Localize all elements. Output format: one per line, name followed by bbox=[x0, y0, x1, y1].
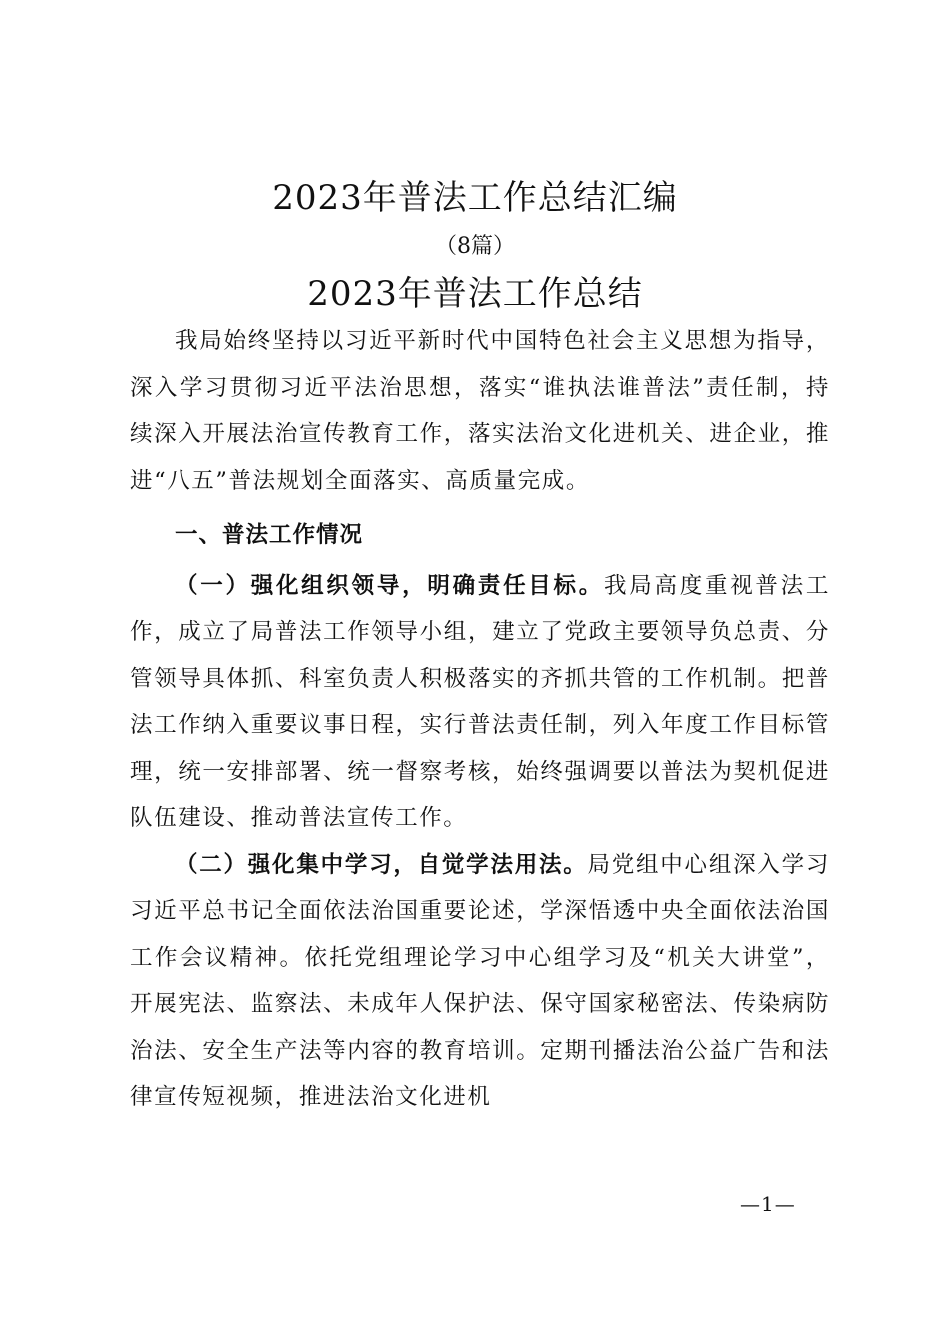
subtitle: （8篇） bbox=[435, 234, 515, 259]
page-number: —1— bbox=[740, 1192, 796, 1216]
main-title: 2023年普法工作总结汇编 bbox=[272, 178, 678, 218]
item-1-paragraph bbox=[130, 563, 830, 842]
item-2-text: 局党组中心组深入学习习近平总书记全面依法治国重要论述，学深悟透中央全面依法治国工作会议精神。依托党组理论学习中心组学习及“机关大讲堂”，开展宪法、监察法、未成年人保护法、保守国家秘密法、传染病防治法、安全生产法等内容的教育培训。定期刊播法治公益广告和法律宣传短视频，推进法治文化进机 bbox=[130, 851, 830, 1110]
item-2-paragraph bbox=[130, 842, 830, 1121]
item-2-lead: （二）强化集中学习，自觉学法用法。 bbox=[175, 851, 588, 878]
article-title: 2023年普法工作总结 bbox=[307, 274, 643, 314]
item-1-text: 我局高度重视普法工作，成立了局普法工作领导小组，建立了党政主要领导负总责、分管领导具体抓、科室负责人积极落实的齐抓共管的工作机制。把普法工作纳入重要议事日程，实行普法责任制，列入年度工作目标管理，统一安排部署、统一督察考核，始终强调要以普法为契机促进队伍建设、推动普法宣传工作。 bbox=[130, 572, 831, 831]
item-1-lead: （一）强化组织领导，明确责任目标。 bbox=[175, 572, 605, 599]
section-heading: 一、普法工作情况 bbox=[175, 522, 364, 548]
body-text bbox=[130, 318, 830, 1121]
intro-paragraph: 我局始终坚持以习近平新时代中国特色社会主义思想为指导，深入学习贯彻习近平法治思想，落实“谁执法谁普法”责任制，持续深入开展法治宣传教育工作，落实法治文化进机关、进企业，推进“八五”普法规划全面落实、高质量完成。 bbox=[130, 328, 830, 494]
